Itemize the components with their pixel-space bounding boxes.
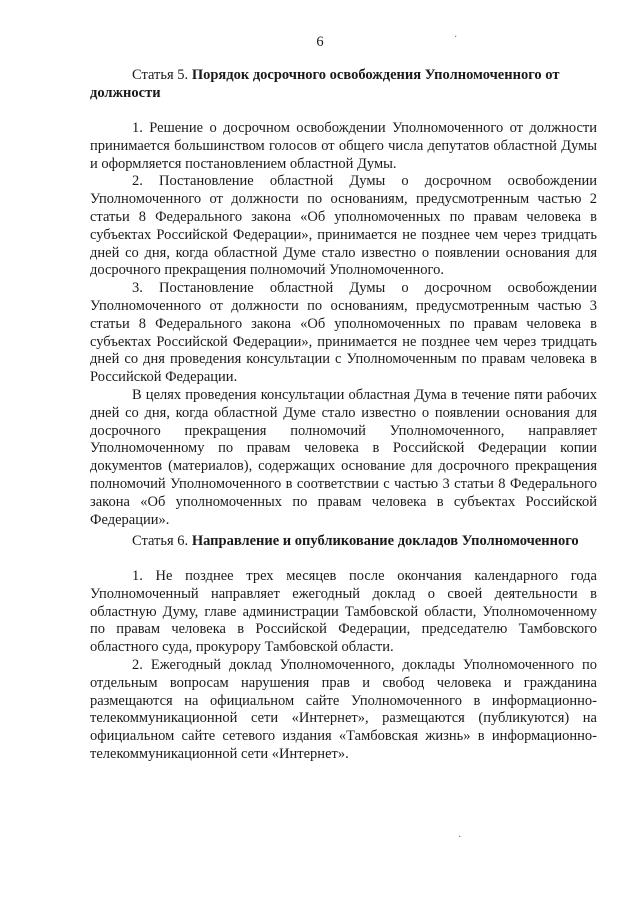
article-5-paragraph-1: 1. Решение о досрочном освобождении Уполномоченного от должности принимается большинством голосов от общего числа депутатов областной Думы и оформляется постановлением областной Думы. — [90, 120, 597, 172]
article-5-title: Порядок досрочного освобождения Уполномоченного от должности — [90, 67, 560, 101]
article-6-label: Статья 6. — [132, 533, 189, 549]
article-6-heading — [90, 532, 597, 550]
article-5-paragraph-3: 3. Постановление областной Думы о досрочном освобождении Уполномоченного от должности по основаниям, предусмотренным частью 3 статьи 8 Федерального закона «Об уполномоченных по правам человека в субъектах Российской Федерации», принимается не позднее чем через тридцать дней со дня проведения консультации с Уполномоченным по правам человека в Российской Федерации. — [90, 280, 597, 386]
article-5-body — [90, 120, 597, 529]
scan-speck: · — [458, 832, 462, 843]
scan-speck: · — [454, 32, 458, 43]
article-6-paragraph-1: 1. Не позднее трех месяцев после окончания календарного года Уполномоченный направляет ежегодный доклад о своей деятельности в областную Думу, главе администрации Тамбовской области, Уполномоченному по правам человека в Российской Федерации, председателю Тамбовского областного суда, прокурору Тамбовской области. — [90, 568, 597, 656]
article-6 — [90, 532, 597, 764]
article-5 — [90, 66, 597, 529]
article-5-paragraph-4: В целях проведения консультации областная Дума в течение пяти рабочих дней со дня, когда областной Думе стало известно о появлении основания для досрочного прекращения полномочий Уполномоченного, направляет Уполномоченному по правам человека в Российской Федерации копии документов (материалов), содержащих основание для досрочного прекращения полномочий Уполномоченного в соответствии с частью 3 статьи 8 Федерального закона «Об уполномоченных по правам человека в субъектах Российской Федерации». — [90, 386, 597, 528]
article-6-body — [90, 568, 597, 764]
article-5-paragraph-2: 2. Постановление областной Думы о досрочном освобождении Уполномоченного от должности по основаниям, предусмотренным частью 2 статьи 8 Федерального закона «Об уполномоченных по правам человека в субъектах Российской Федерации», принимается не позднее чем через тридцать дней со дня, когда областной Думе стало известно о появлении основания для досрочного прекращения полномочий Уполномоченного. — [90, 173, 597, 279]
article-6-paragraph-2: 2. Ежегодный доклад Уполномоченного, доклады Уполномоченного по отдельным вопросам нарушения прав и свобод человека и гражданина размещаются на официальном сайте Уполномоченного в информационно-телекоммуникационной сети «Интернет», размещаются (публикуются) на официальном сайте сетевого издания «Тамбовская жизнь» в информационно-телекоммуникационной сети «Интернет». — [90, 656, 597, 762]
article-6-title: Направление и опубликование докладов Уполномоченного — [191, 533, 579, 549]
page-number: 6 — [316, 34, 324, 50]
article-5-label: Статья 5. — [132, 67, 189, 83]
article-5-heading — [90, 66, 597, 102]
